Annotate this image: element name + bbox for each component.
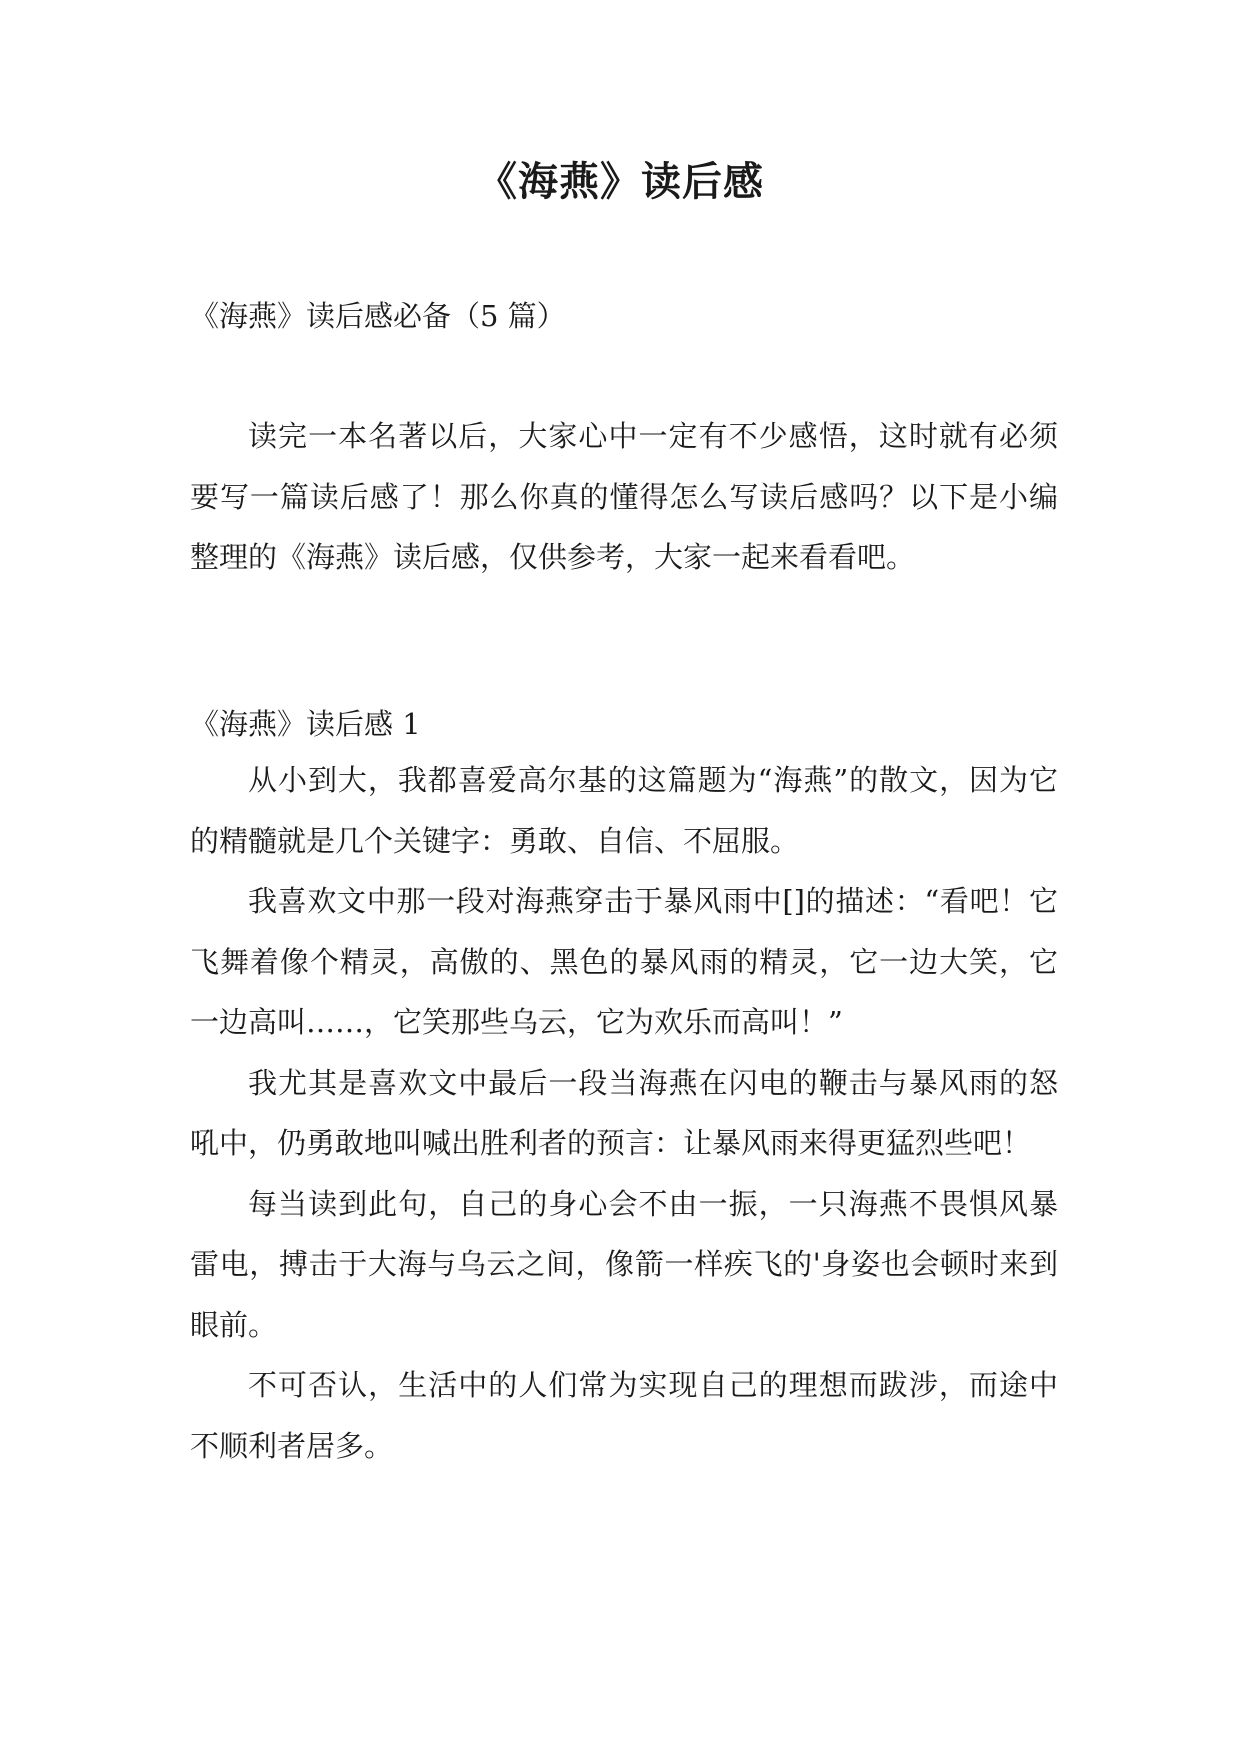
document-subtitle: 《海燕》读后感必备（5 篇） (190, 299, 566, 333)
body-paragraph: 我喜欢文中那一段对海燕穿击于暴风雨中[]的描述：“看吧！它飞舞着像个精灵，高傲的、黑色的暴风雨的精灵，它一边大笑，它一边高叫……，它笑那些乌云，它为欢乐而高叫！” (190, 884, 1058, 1039)
body-paragraph: 从小到大，我都喜爱高尔基的这篇题为“海燕”的散文，因为它的精髓就是几个关键字：勇敢、自信、不屈服。 (190, 763, 1058, 858)
body-paragraph: 不可否认，生活中的人们常为实现自己的理想而跋涉，而途中不顺利者居多。 (190, 1368, 1058, 1463)
body-paragraph: 每当读到此句，自己的身心会不由一振，一只海燕不畏惧风暴雷电，搏击于大海与乌云之间，像箭一样疾飞的'身姿也会顿时来到眼前。 (190, 1186, 1058, 1342)
document-title: 《海燕》读后感 (477, 159, 764, 205)
intro-paragraph: 读完一本名著以后，大家心中一定有不少感悟，这时就有必须要写一篇读后感了！那么你真的懂得怎么写读后感吗？以下是小编整理的《海燕》读后感，仅供参考，大家一起来看看吧。 (190, 419, 1058, 574)
body-paragraph: 我尤其是喜欢文中最后一段当海燕在闪电的鞭击与暴风雨的怒吼中，仍勇敢地叫喊出胜利者的预言：让暴风雨来得更猛烈些吧！ (190, 1065, 1058, 1160)
section-heading: 《海燕》读后感 1 (190, 707, 421, 741)
essay-body (190, 750, 1058, 1476)
intro-block (190, 406, 1058, 588)
